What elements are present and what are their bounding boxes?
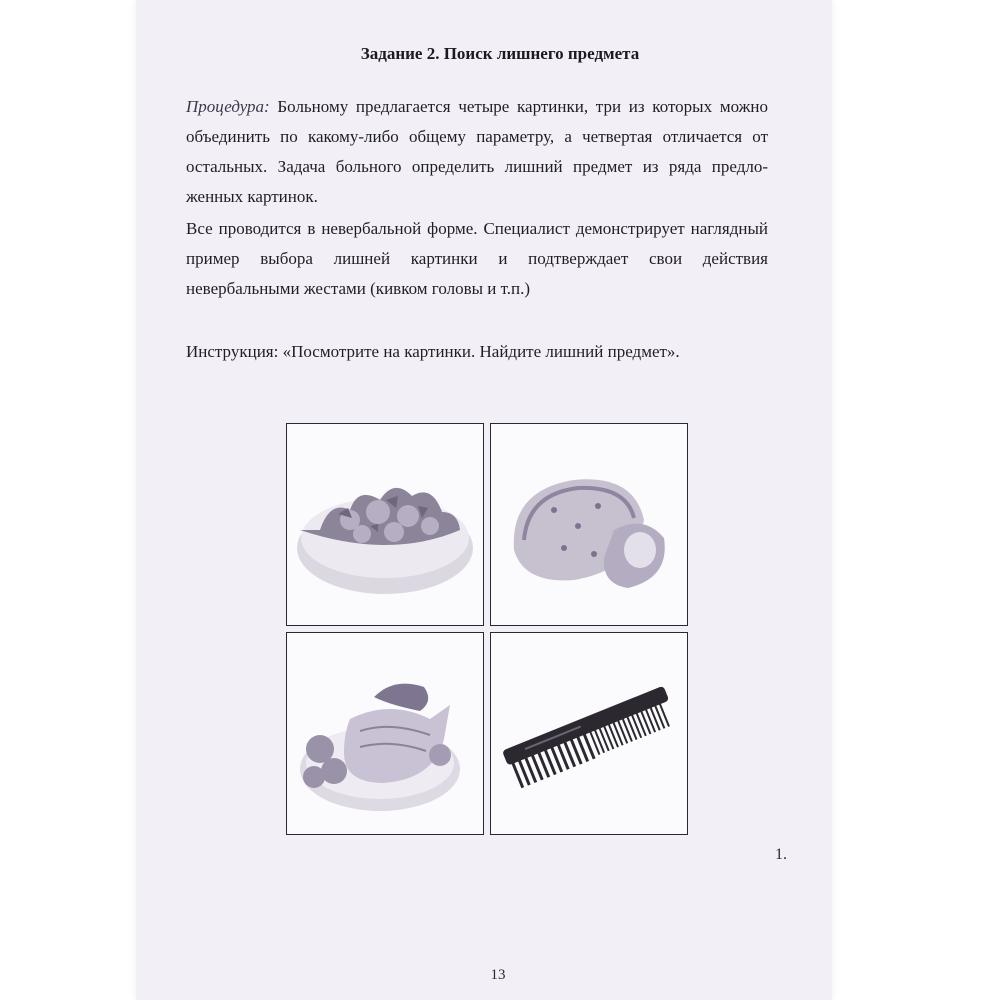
picture-bread[interactable] xyxy=(490,423,688,626)
page-number: 13 xyxy=(490,967,506,983)
instruction-text: Инструкция: «Посмотрите на картинки. Найдите лишний предмет». xyxy=(186,342,680,361)
comb-icon xyxy=(494,639,684,829)
procedure-paragraph xyxy=(186,92,768,212)
salad-bowl-icon xyxy=(290,430,480,620)
figure-number: 1. xyxy=(775,846,787,863)
procedure-label: Процедура: xyxy=(186,97,270,116)
procedure-text: Больному предлагается четыре картинки, три из которых можно объединить по какому-либо общему параметру, а четвертая отличается от остальных. Задача больного определить лишний предмет из ряда предло-женных картинок. xyxy=(186,97,768,206)
nonverbal-paragraph: Все проводится в невербальной форме. Специалист демонстрирует наглядный пример выбора лишней картинки и подтверждает свои действия невербальными жестами (кивком головы и т.п.) xyxy=(186,219,768,298)
picture-grid xyxy=(286,423,688,835)
picture-salad[interactable] xyxy=(286,423,484,626)
picture-comb[interactable] xyxy=(490,632,688,835)
bread-loaf-icon xyxy=(494,430,684,620)
picture-fish[interactable] xyxy=(286,632,484,835)
task-title: Задание 2. Поиск лишнего предмета xyxy=(360,44,640,63)
fish-plate-icon xyxy=(290,639,480,829)
